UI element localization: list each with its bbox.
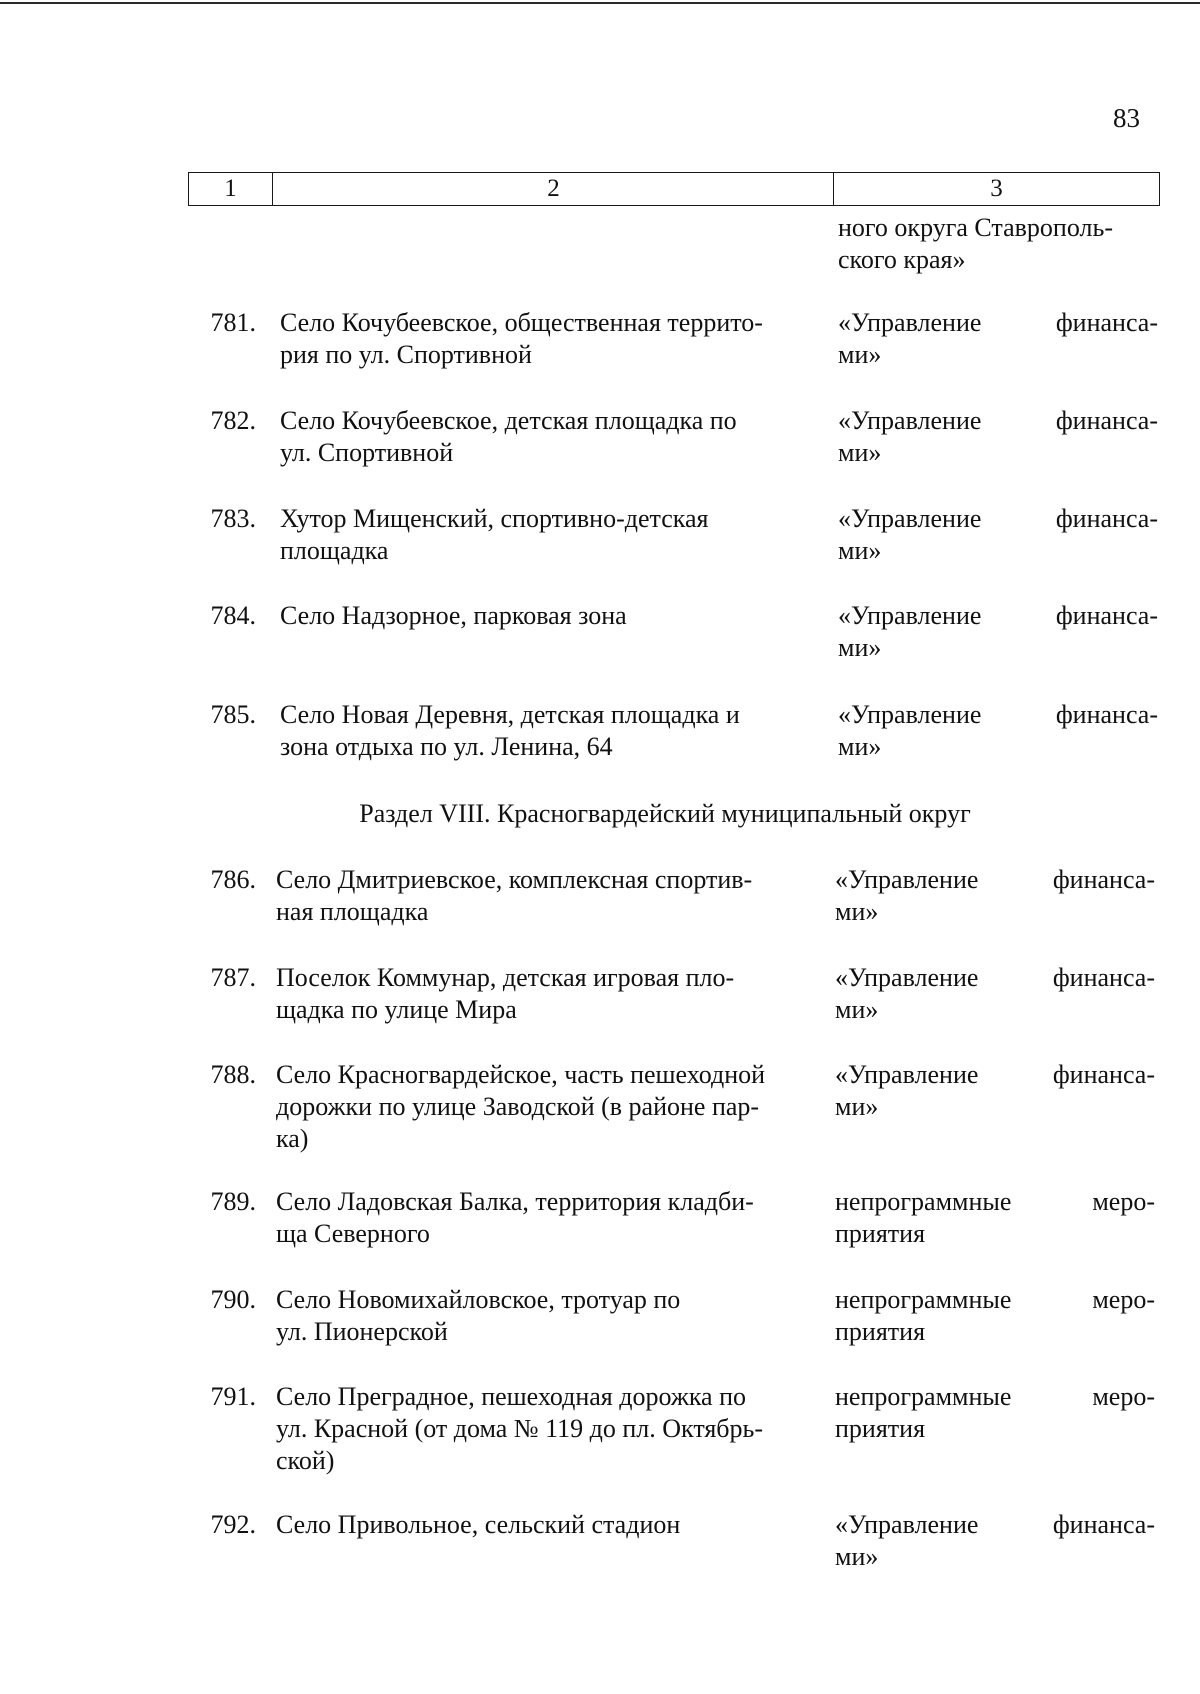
top-border-line bbox=[0, 2, 1200, 4]
row-source bbox=[838, 699, 1158, 763]
row-description bbox=[280, 405, 825, 469]
source-word: ми» bbox=[838, 732, 882, 761]
source-word: финанса- bbox=[1052, 1510, 1155, 1539]
row-description bbox=[276, 1381, 821, 1477]
row-number: 783. bbox=[210, 504, 256, 533]
continuation-text bbox=[838, 212, 1158, 276]
row-number: 786. bbox=[210, 865, 256, 894]
desc-line: ул. Красной (от дома № 119 до пл. Октябрь- bbox=[276, 1414, 764, 1443]
row-number: 784. bbox=[210, 601, 256, 630]
row-description bbox=[280, 699, 825, 763]
desc-line: щадка по улице Мира bbox=[276, 995, 517, 1024]
source-word: ми» bbox=[835, 995, 879, 1024]
source-word: финанса- bbox=[1052, 1060, 1155, 1089]
desc-line: Село Ладовская Балка, территория кладби- bbox=[276, 1187, 754, 1216]
continuation-line: ного округа Ставрополь- bbox=[838, 213, 1113, 242]
row-description bbox=[276, 962, 821, 1026]
header-col-1: 1 bbox=[224, 175, 237, 202]
desc-line: Село Красногвардейское, часть пешеходной bbox=[276, 1060, 766, 1089]
source-word: финанса- bbox=[1055, 308, 1158, 337]
row-number: 787. bbox=[210, 963, 256, 992]
desc-line: Село Новая Деревня, детская площадка и bbox=[280, 700, 740, 729]
row-source bbox=[838, 405, 1158, 469]
source-word: непрограммные bbox=[835, 1285, 1012, 1314]
desc-line: ная площадка bbox=[276, 897, 429, 926]
source-word: финанса- bbox=[1055, 406, 1158, 435]
source-word: финанса- bbox=[1055, 504, 1158, 533]
continuation-line: ского края» bbox=[838, 245, 966, 274]
desc-line: Село Надзорное, парковая зона bbox=[280, 601, 627, 630]
row-source bbox=[835, 1284, 1155, 1348]
row-number: 782. bbox=[210, 406, 256, 435]
source-word: «Управление bbox=[838, 406, 982, 435]
desc-line: Село Дмитриевское, комплексная спортив- bbox=[276, 865, 753, 894]
source-word: меро- bbox=[1092, 1187, 1155, 1216]
row-number: 785. bbox=[210, 700, 256, 729]
row-description bbox=[280, 503, 825, 567]
header-col-3: 3 bbox=[833, 173, 1159, 205]
source-word: «Управление bbox=[835, 963, 979, 992]
row-source bbox=[835, 864, 1155, 928]
desc-line: ской) bbox=[276, 1446, 335, 1475]
row-description bbox=[280, 307, 825, 371]
row-source bbox=[835, 1509, 1155, 1573]
desc-line: зона отдыха по ул. Ленина, 64 bbox=[280, 732, 613, 761]
source-word: ми» bbox=[835, 897, 879, 926]
desc-line: Село Привольное, сельский стадион bbox=[276, 1510, 681, 1539]
table-header-row bbox=[188, 172, 1160, 206]
source-word: ми» bbox=[835, 1542, 879, 1571]
row-description bbox=[276, 1509, 821, 1541]
desc-line: ул. Спортивной bbox=[280, 438, 454, 467]
desc-line: Село Кочубеевское, общественная террито- bbox=[280, 308, 763, 337]
source-word: непрограммные bbox=[835, 1382, 1012, 1411]
row-number: 792. bbox=[210, 1510, 256, 1539]
row-number: 781. bbox=[210, 308, 256, 337]
row-source bbox=[838, 600, 1158, 664]
source-word: приятия bbox=[835, 1317, 926, 1346]
row-description bbox=[276, 864, 821, 928]
source-word: ми» bbox=[838, 438, 882, 467]
source-word: ми» bbox=[835, 1092, 879, 1121]
row-source bbox=[838, 307, 1158, 371]
row-source bbox=[835, 962, 1155, 1026]
row-description bbox=[280, 600, 825, 632]
row-source bbox=[835, 1381, 1155, 1445]
source-word: приятия bbox=[835, 1219, 926, 1248]
source-word: «Управление bbox=[838, 504, 982, 533]
row-description bbox=[276, 1059, 821, 1155]
desc-line: Село Кочубеевское, детская площадка по bbox=[280, 406, 737, 435]
source-word: финанса- bbox=[1052, 963, 1155, 992]
desc-line: Хутор Мищенский, спортивно-детская bbox=[280, 504, 709, 533]
source-word: непрограммные bbox=[835, 1187, 1012, 1216]
desc-line: дорожки по улице Заводской (в районе пар- bbox=[276, 1092, 760, 1121]
source-word: меро- bbox=[1092, 1285, 1155, 1314]
row-number: 790. bbox=[210, 1285, 256, 1314]
desc-line: ща Северного bbox=[276, 1219, 430, 1248]
source-word: меро- bbox=[1092, 1382, 1155, 1411]
source-word: ми» bbox=[838, 633, 882, 662]
desc-line: рия по ул. Спортивной bbox=[280, 340, 532, 369]
source-word: ми» bbox=[838, 536, 882, 565]
source-word: финанса- bbox=[1055, 700, 1158, 729]
row-number: 791. bbox=[210, 1382, 256, 1411]
source-word: ми» bbox=[838, 340, 882, 369]
row-number: 788. bbox=[210, 1060, 256, 1089]
source-word: «Управление bbox=[838, 601, 982, 630]
section-title: Раздел VIII. Красногвардейский муниципальный округ bbox=[359, 799, 971, 828]
source-word: приятия bbox=[835, 1414, 926, 1443]
header-col-2: 2 bbox=[272, 173, 834, 205]
desc-line: площадка bbox=[280, 536, 389, 565]
desc-line: ул. Пионерской bbox=[276, 1317, 448, 1346]
desc-line: Село Преградное, пешеходная дорожка по bbox=[276, 1382, 747, 1411]
row-source bbox=[838, 503, 1158, 567]
source-word: «Управление bbox=[835, 1510, 979, 1539]
source-word: «Управление bbox=[838, 700, 982, 729]
page-number: 83 bbox=[1113, 103, 1140, 133]
desc-line: ка) bbox=[276, 1124, 309, 1153]
source-word: финанса- bbox=[1055, 601, 1158, 630]
row-source bbox=[835, 1186, 1155, 1250]
row-source bbox=[835, 1059, 1155, 1123]
source-word: «Управление bbox=[835, 865, 979, 894]
source-word: финанса- bbox=[1052, 865, 1155, 894]
desc-line: Село Новомихайловское, тротуар по bbox=[276, 1285, 681, 1314]
source-word: «Управление bbox=[838, 308, 982, 337]
row-description bbox=[276, 1284, 821, 1348]
source-word: «Управление bbox=[835, 1060, 979, 1089]
row-description bbox=[276, 1186, 821, 1250]
desc-line: Поселок Коммунар, детская игровая пло- bbox=[276, 963, 735, 992]
row-number: 789. bbox=[210, 1187, 256, 1216]
